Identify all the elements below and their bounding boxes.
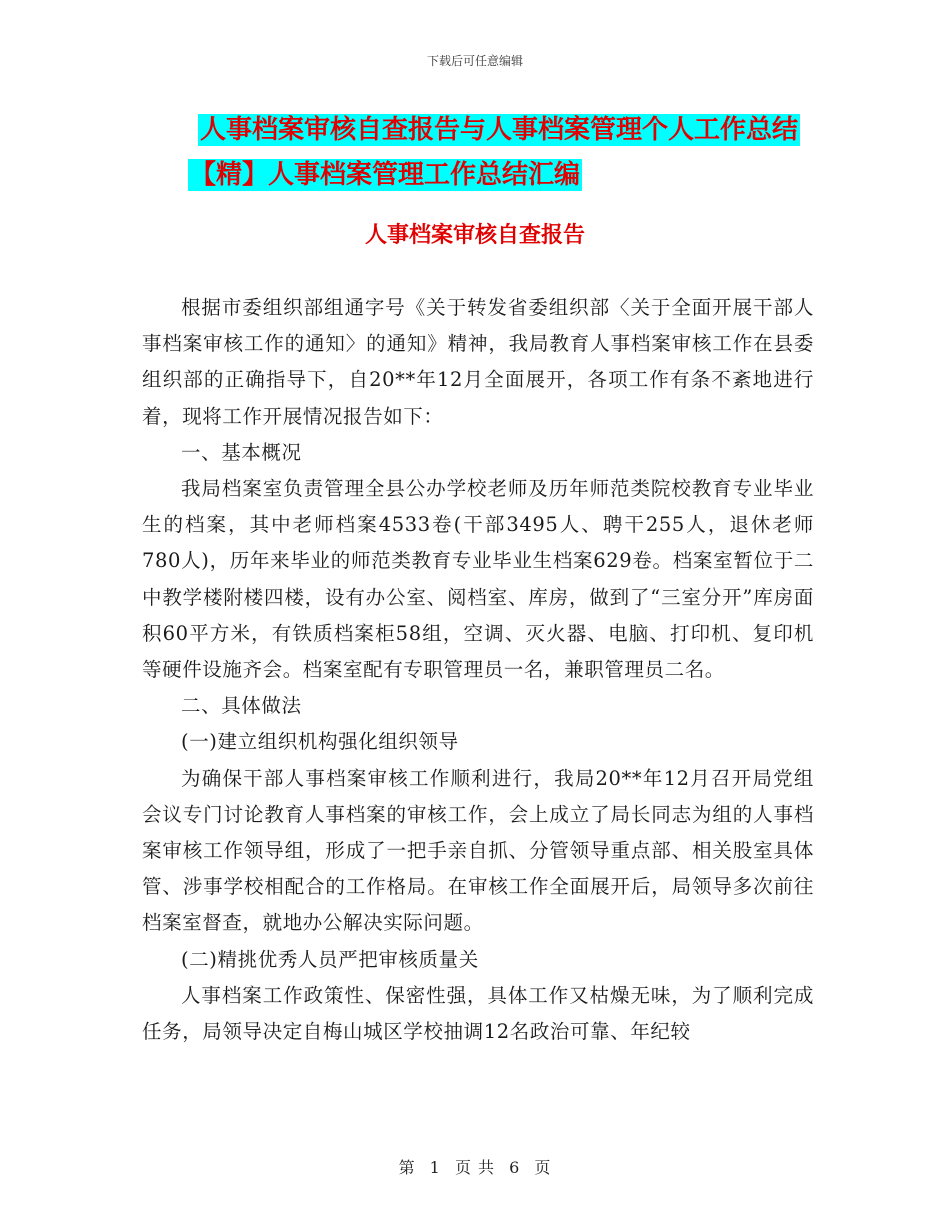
section-title: 人事档案审核自查报告: [364, 223, 585, 248]
subheading-quality: (二)精挑优秀人员严把审核质量关: [181, 947, 479, 971]
footer-total-pages: 6: [509, 1158, 521, 1177]
doc-title-line-2-text: 【精】人事档案管理工作总结汇编: [190, 160, 581, 190]
heading-basic-overview: 一、基本概况: [181, 440, 302, 464]
footer-prefix: 第: [398, 1158, 416, 1177]
footer-middle: 页 共: [454, 1158, 496, 1177]
paragraph: 根据市委组织部组通字号《关于转发省委组织部〈关于全面开展干部人事档案审核工作的通知〉的通知》精神，我局教育人事档案审核工作在县委组织部的正确指导下，自20**年12月全面展开，各项工作有条不紊地进行着，现将工作开展情况报告如下：: [142, 296, 814, 428]
doc-title-line-1: [0, 112, 950, 148]
page-footer: [0, 1155, 950, 1178]
header-note: 下载后可任意编辑: [426, 54, 523, 68]
body-text: [142, 290, 814, 1050]
doc-title-line-2: [188, 157, 582, 193]
heading-specific-methods: 二、具体做法: [181, 694, 302, 718]
paragraph: 我局档案室负责管理全县公办学校老师及历年师范类院校教育专业毕业生的档案，其中老师档案4533卷(干部3495人、聘干255人，退休老师780人)，历年来毕业的师范类教育专业毕业生档案629卷。档案室暂位于二中教学楼附楼四楼，设有办公室、阅档室、库房，做到了“三室分开”库房面积60平方米，有铁质档案柜58组，空调、灭火器、电脑、打印机、复印机等硬件设施齐会。档案室配有专职管理员一名，兼职管理员二名。: [142, 477, 814, 682]
footer-suffix: 页: [534, 1158, 552, 1177]
footer-page-number: 1: [429, 1158, 441, 1177]
paragraph: 为确保干部人事档案审核工作顺利进行，我局20**年12月召开局党组会议专门讨论教育人事档案的审核工作，会上成立了局长同志为组的人事档案审核工作领导组，形成了一把手亲自抓、分管领导重点部、相关股室具体管、涉事学校相配合的工作格局。在审核工作全面展开后，局领导多次前往档案室督查，就地办公解决实际问题。: [142, 766, 814, 935]
paragraph: 人事档案工作政策性、保密性强，具体工作又枯燥无味，为了顺利完成任务，局领导决定自梅山城区学校抽调12名政治可靠、年纪较: [142, 983, 814, 1044]
doc-title-line-1-text: 人事档案审核自查报告与人事档案管理个人工作总结: [199, 115, 798, 145]
subheading-organization: (一)建立组织机构强化组织领导: [181, 730, 459, 754]
